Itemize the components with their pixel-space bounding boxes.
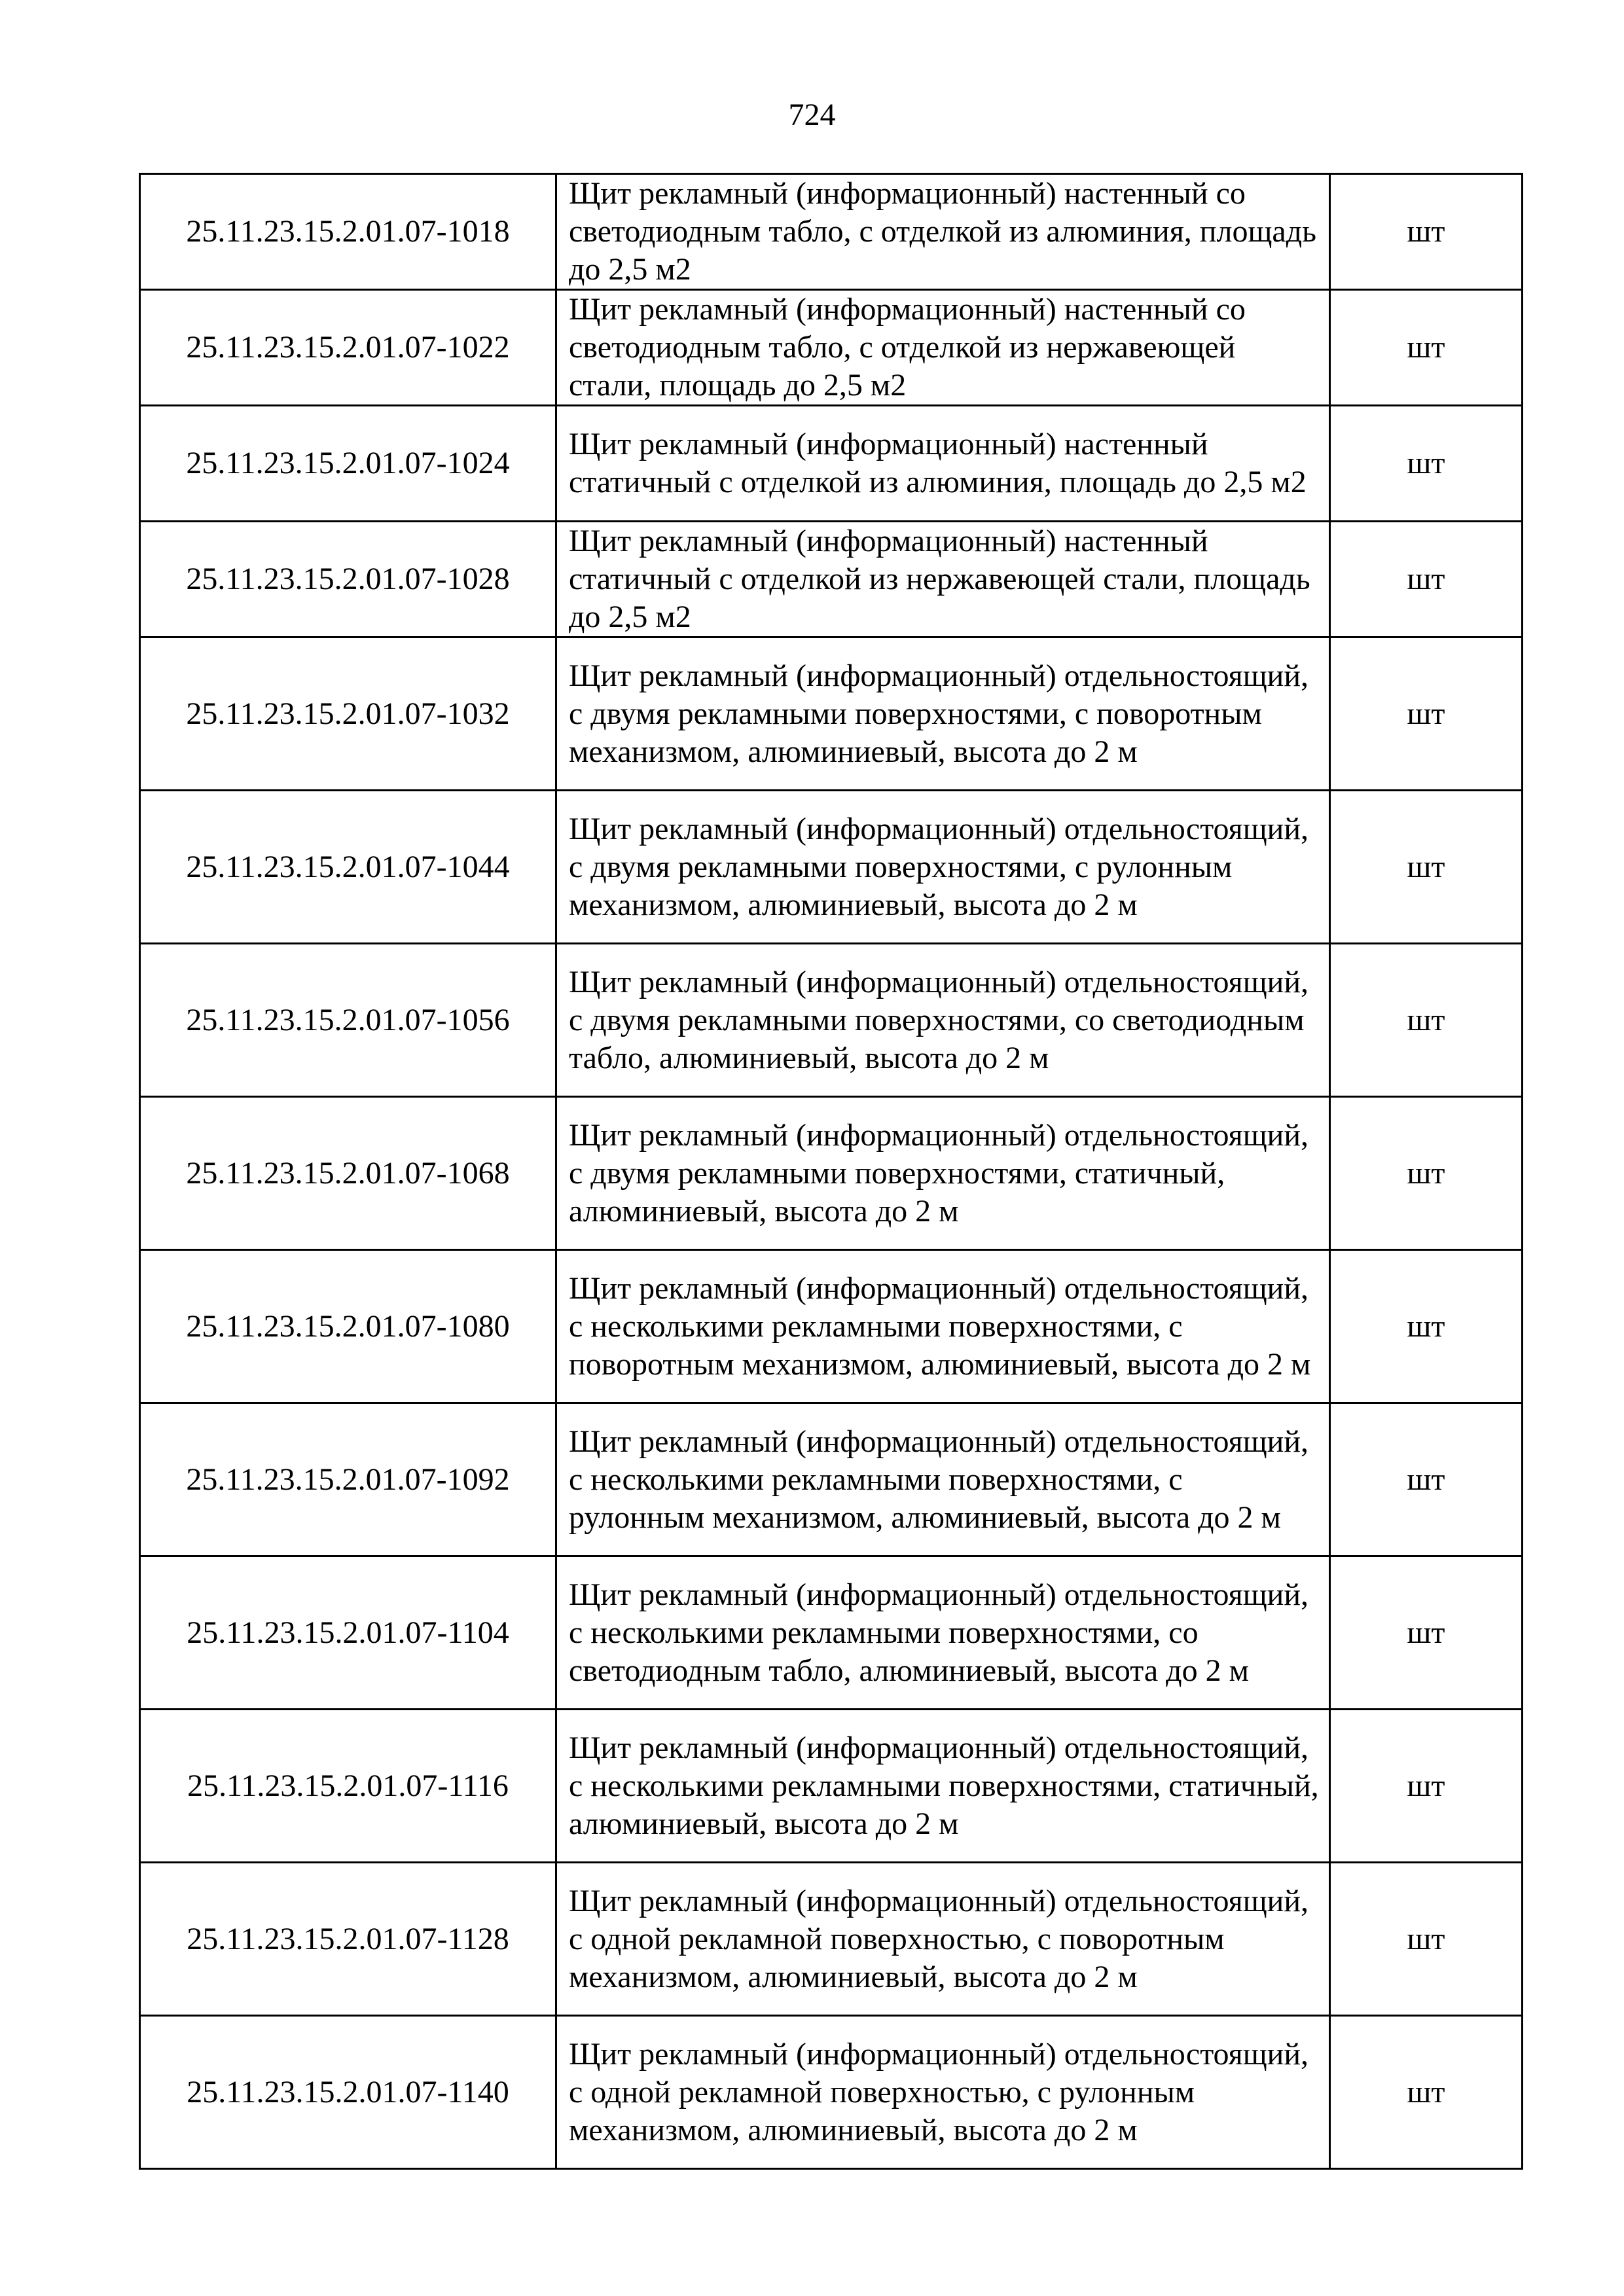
- table-row: [140, 1710, 1523, 1863]
- table-row: [140, 1097, 1523, 1250]
- unit-cell: шт: [1330, 637, 1523, 791]
- table-row: [140, 290, 1523, 406]
- table-row: [140, 406, 1523, 522]
- table-row: [140, 174, 1523, 290]
- resource-description-cell: Щит рекламный (информационный) отдельностоящий, с несколькими рекламными поверхностями, статичный, алюминиевый, высота до 2 м: [556, 1710, 1330, 1863]
- resource-description-cell: Щит рекламный (информационный) настенный статичный с отделкой из алюминия, площадь до 2,5 м2: [556, 406, 1330, 522]
- table-row: [140, 1556, 1523, 1710]
- table-row: [140, 637, 1523, 791]
- resource-code-cell: 25.11.23.15.2.01.07-1140: [140, 2016, 556, 2169]
- resource-code-cell: 25.11.23.15.2.01.07-1128: [140, 1863, 556, 2016]
- resource-description-cell: Щит рекламный (информационный) отдельностоящий, с несколькими рекламными поверхностями, со светодиодным табло, алюминиевый, высота до 2 м: [556, 1556, 1330, 1710]
- resource-description-cell: Щит рекламный (информационный) отдельностоящий, с двумя рекламными поверхностями, со светодиодным табло, алюминиевый, высота до 2 м: [556, 944, 1330, 1097]
- resource-description-cell: Щит рекламный (информационный) настенный статичный с отделкой из нержавеющей стали, площадь до 2,5 м2: [556, 522, 1330, 637]
- unit-cell: шт: [1330, 1710, 1523, 1863]
- unit-cell: шт: [1330, 174, 1523, 290]
- table-row: [140, 791, 1523, 944]
- resource-description-cell: Щит рекламный (информационный) отдельностоящий, с двумя рекламными поверхностями, с поворотным механизмом, алюминиевый, высота до 2 м: [556, 637, 1330, 791]
- unit-cell: шт: [1330, 290, 1523, 406]
- resource-code-cell: 25.11.23.15.2.01.07-1028: [140, 522, 556, 637]
- table-row: [140, 522, 1523, 637]
- resource-description-cell: Щит рекламный (информационный) отдельностоящий, с несколькими рекламными поверхностями, с поворотным механизмом, алюминиевый, высота до 2 м: [556, 1250, 1330, 1403]
- resource-code-cell: 25.11.23.15.2.01.07-1092: [140, 1403, 556, 1556]
- unit-cell: шт: [1330, 791, 1523, 944]
- resource-code-cell: 25.11.23.15.2.01.07-1080: [140, 1250, 556, 1403]
- unit-cell: шт: [1330, 1556, 1523, 1710]
- resource-description-cell: Щит рекламный (информационный) отдельностоящий, с одной рекламной поверхностью, с рулонным механизмом, алюминиевый, высота до 2 м: [556, 2016, 1330, 2169]
- resource-table: [139, 173, 1523, 2170]
- resource-code-cell: 25.11.23.15.2.01.07-1056: [140, 944, 556, 1097]
- resource-code-cell: 25.11.23.15.2.01.07-1032: [140, 637, 556, 791]
- resource-description-cell: Щит рекламный (информационный) отдельностоящий, с двумя рекламными поверхностями, с рулонным механизмом, алюминиевый, высота до 2 м: [556, 791, 1330, 944]
- resource-code-cell: 25.11.23.15.2.01.07-1116: [140, 1710, 556, 1863]
- table-row: [140, 1863, 1523, 2016]
- resource-description-cell: Щит рекламный (информационный) отдельностоящий, с двумя рекламными поверхностями, статичный, алюминиевый, высота до 2 м: [556, 1097, 1330, 1250]
- resource-description-cell: Щит рекламный (информационный) отдельностоящий, с несколькими рекламными поверхностями, с рулонным механизмом, алюминиевый, высота до 2 м: [556, 1403, 1330, 1556]
- resource-code-cell: 25.11.23.15.2.01.07-1022: [140, 290, 556, 406]
- unit-cell: шт: [1330, 406, 1523, 522]
- unit-cell: шт: [1330, 1403, 1523, 1556]
- table-body: [140, 174, 1523, 2169]
- resource-code-cell: 25.11.23.15.2.01.07-1018: [140, 174, 556, 290]
- resource-code-cell: 25.11.23.15.2.01.07-1044: [140, 791, 556, 944]
- resource-description-cell: Щит рекламный (информационный) отдельностоящий, с одной рекламной поверхностью, с поворотным механизмом, алюминиевый, высота до 2 м: [556, 1863, 1330, 2016]
- unit-cell: шт: [1330, 522, 1523, 637]
- page-number: 724: [788, 98, 836, 132]
- resource-description-cell: Щит рекламный (информационный) настенный со светодиодным табло, с отделкой из алюминия, площадь до 2,5 м2: [556, 174, 1330, 290]
- table-row: [140, 1403, 1523, 1556]
- unit-cell: шт: [1330, 2016, 1523, 2169]
- table-row: [140, 2016, 1523, 2169]
- resource-code-cell: 25.11.23.15.2.01.07-1024: [140, 406, 556, 522]
- table-row: [140, 944, 1523, 1097]
- unit-cell: шт: [1330, 1097, 1523, 1250]
- unit-cell: шт: [1330, 1250, 1523, 1403]
- resource-code-cell: 25.11.23.15.2.01.07-1104: [140, 1556, 556, 1710]
- table-row: [140, 1250, 1523, 1403]
- resource-code-cell: 25.11.23.15.2.01.07-1068: [140, 1097, 556, 1250]
- resource-description-cell: Щит рекламный (информационный) настенный со светодиодным табло, с отделкой из нержавеющей стали, площадь до 2,5 м2: [556, 290, 1330, 406]
- unit-cell: шт: [1330, 1863, 1523, 2016]
- unit-cell: шт: [1330, 944, 1523, 1097]
